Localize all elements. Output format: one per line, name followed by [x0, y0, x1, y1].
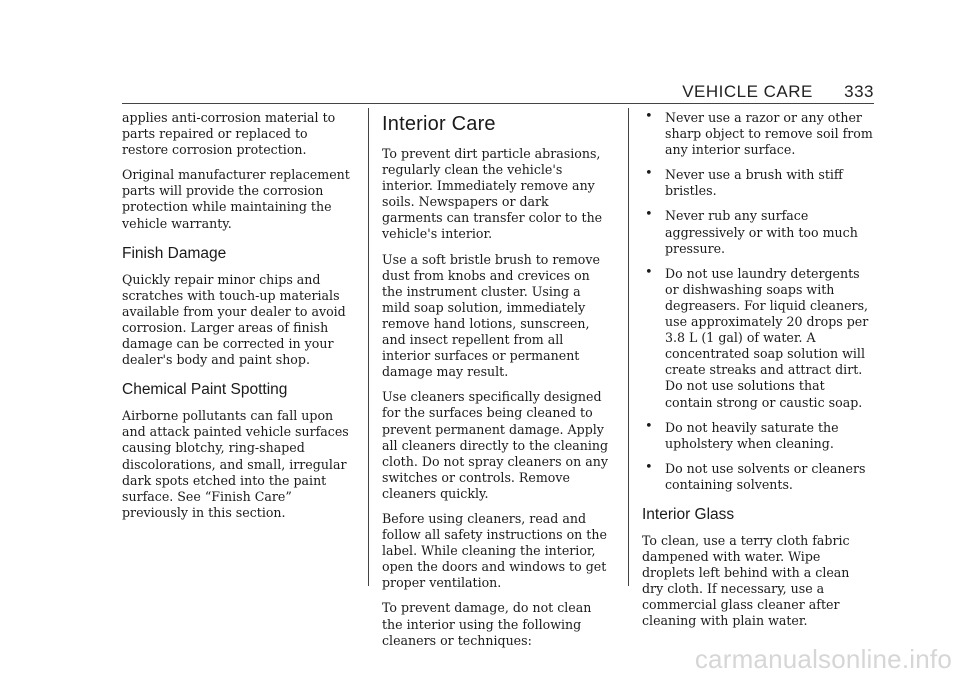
bullet-icon: •: [645, 459, 653, 475]
watermark: carmanualsonline.info: [694, 644, 952, 674]
paragraph: Use cleaners specifically designed for the surfaces being cleaned to prevent permanent damage. Apply all cleaners directly to the cleaning cloth. Do not spray cleaners on any switches or controls. Remove cleaners quickly.: [382, 389, 609, 501]
list-item-text: Do not heavily saturate the upholstery when cleaning.: [665, 419, 839, 451]
paragraph: Use a soft bristle brush to remove dust from knobs and crevices on the instrument cluster. Using a mild soap solution, immediately remove hand lotions, sunscreen, and insect repellent from all interior surfaces or permanent damage may result.: [382, 251, 600, 380]
column-middle: [382, 110, 612, 658]
list-item-text: Do not use solvents or cleaners containing solvents.: [665, 460, 866, 492]
bullet-icon: •: [645, 264, 653, 280]
header-rule: [122, 103, 874, 104]
bullet-icon: •: [645, 166, 653, 182]
list-item: [642, 420, 874, 452]
section-title: VEHICLE CARE: [682, 82, 813, 101]
paragraph: Original manufacturer replacement parts will provide the corrosion protection while maintaining the vehicle warranty.: [122, 167, 350, 231]
column-divider: [628, 108, 629, 586]
column-divider: [368, 108, 369, 586]
list-item-text: Do not use laundry detergents or dishwashing soaps with degreasers. For liquid cleaners, use approximately 20 drops per 3.8 L (1 gal) of water. A concentrated soap solution will create streaks and attract dirt. Do not use solutions that contain strong or caustic soap.: [665, 265, 869, 410]
page-number: 333: [844, 82, 874, 101]
page-header: [682, 82, 874, 102]
column-right: [642, 110, 874, 639]
paragraph: Quickly repair minor chips and scratches with touch-up materials available from your dealer to avoid corrosion. Larger areas of finish damage can be corrected in your dealer's body and paint shop.: [122, 271, 346, 368]
bullet-icon: •: [645, 109, 653, 124]
list-item: [642, 208, 874, 256]
bullet-icon: •: [645, 418, 653, 434]
heading-finish-damage: Finish Damage: [122, 244, 227, 262]
heading-interior-glass: Interior Glass: [642, 505, 735, 523]
list-item-text: Never use a brush with stiff bristles.: [665, 167, 843, 199]
heading-interior-care: Interior Care: [382, 113, 496, 135]
list-item: [642, 461, 874, 493]
list-item: [642, 167, 874, 199]
list-item: [642, 266, 874, 411]
paragraph: applies anti-corrosion material to parts repaired or replaced to restore corrosion protection.: [122, 110, 336, 158]
list-item: [642, 110, 874, 158]
paragraph: Airborne pollutants can fall upon and attack painted vehicle surfaces causing blotchy, ring-shaped discolorations, and small, irregular dark spots etched into the paint surface. See “Finish Care” previously in this section.: [122, 408, 349, 520]
paragraph: To prevent damage, do not clean the interior using the following cleaners or techniques:: [382, 600, 592, 648]
heading-chemical-paint-spotting: Chemical Paint Spotting: [122, 381, 288, 399]
column-left: [122, 110, 354, 530]
paragraph: To clean, use a terry cloth fabric dampened with water. Wipe droplets left behind with a clean dry cloth. If necessary, use a commercial glass cleaner after cleaning with plain water.: [642, 532, 850, 629]
paragraph: Before using cleaners, read and follow all safety instructions on the label. While cleaning the interior, open the doors and windows to get proper ventilation.: [382, 510, 607, 591]
bullet-icon: •: [645, 207, 653, 223]
list-item-text: Never use a razor or any other sharp object to remove soil from any interior surface.: [665, 110, 873, 158]
list-item-text: Never rub any surface aggressively or with too much pressure.: [665, 208, 858, 256]
paragraph: To prevent dirt particle abrasions, regularly clean the vehicle's interior. Immediately remove any soils. Newspapers or dark garments can transfer color to the vehicle's interior.: [382, 146, 603, 242]
cleaning-precautions-list: [642, 110, 874, 493]
